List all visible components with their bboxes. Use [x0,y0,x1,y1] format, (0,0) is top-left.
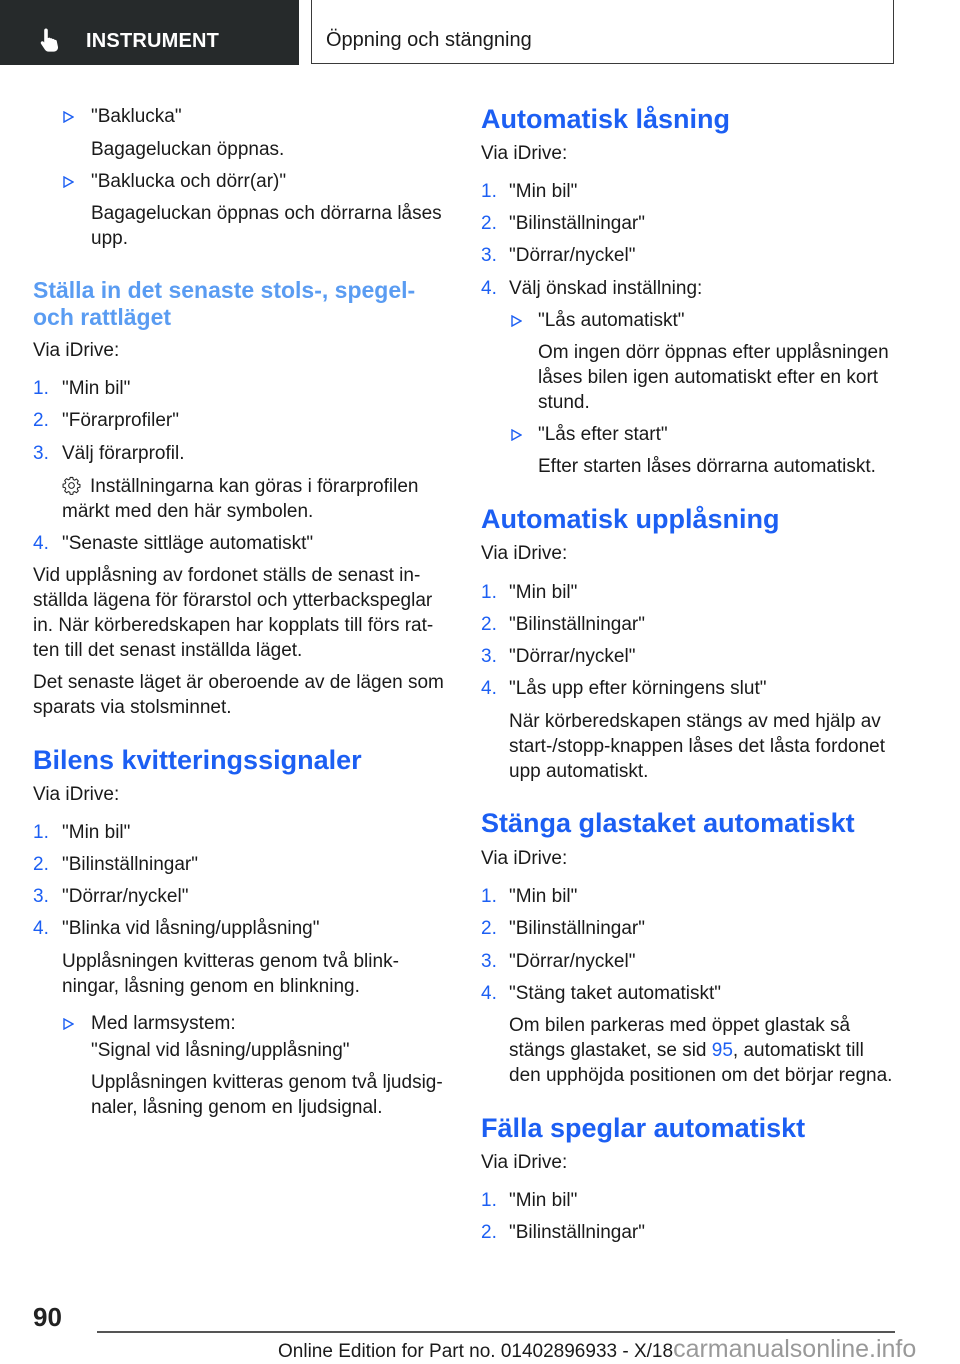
option-desc: Bagageluckan öppnas. [91,139,285,160]
step-number: 1. [33,822,49,843]
step-text: "Bilinställningar" [509,918,645,939]
section-tab [0,0,299,65]
section-heading: Automatisk låsning [481,104,731,134]
step-number: 2. [481,918,497,939]
option-desc: naler, låsning genom en ljudsignal. [91,1097,383,1118]
option-title: "Baklucka och dörr(ar)" [91,171,287,192]
step-number: 2. [33,410,49,431]
option-title: "Baklucka" [91,106,182,127]
bullet-triangle-icon [63,1018,74,1030]
step-number: 4. [33,918,49,939]
step-text: "Min bil" [62,822,131,843]
edition-text: Online Edition for Part no. 01402896933 - X/18 [278,1341,674,1362]
step-text: Välj önskad inställning: [509,278,703,299]
footer-divider [97,1331,895,1333]
step-desc: Upplåsningen kvitteras genom två blink- [62,951,399,972]
step-text: "Senaste sittläge automatiskt" [62,533,314,554]
step-text: "Bilinställningar" [509,1222,645,1243]
step-number: 1. [481,582,497,603]
hand-pointer-icon [40,27,64,53]
option-desc: stund. [538,392,590,413]
bullet-triangle-icon [511,429,522,441]
paragraph-line: sparats via stolsminnet. [33,697,232,718]
via-label: Via iDrive: [33,340,120,361]
section-heading: Stänga glastaket automatiskt [481,808,855,838]
via-label: Via iDrive: [33,784,120,805]
bullet-triangle-icon [63,176,74,188]
paragraph-line: in. När körberedskapen har kopplats till förs rat- [33,615,434,636]
step-desc: När körberedskapen stängs av med hjälp av [509,711,881,732]
step-text: "Dörrar/nyckel" [509,646,636,667]
step-number: 3. [33,443,49,464]
step-desc: den upphöjda positionen om det börjar regna. [509,1065,893,1086]
section-heading: Fälla speglar automatiskt [481,1113,806,1143]
footer-edition [278,1335,916,1364]
paragraph-line: ställda lägena för förarstol och ytterbackspeglar [33,590,433,611]
step-desc-text: stängs glastaket, se sid [509,1040,712,1061]
paragraph-line: Det senaste läget är oberoende av de lägen som [33,672,444,693]
step-text: Välj förarprofil. [62,443,185,464]
gear-icon [62,476,81,495]
step-number: 1. [481,1190,497,1211]
watermark: carmanualsonline.info [673,1335,917,1363]
step-text: "Lås upp efter körningens slut" [509,678,767,699]
step-number: 2. [481,614,497,635]
step-number: 4. [481,278,497,299]
note-text: Inställningarna kan göras i förarprofilen [90,476,419,497]
option-desc: Om ingen dörr öppnas efter upplåsningen [538,342,889,363]
section-heading: och rattläget [33,304,172,330]
step-text: "Min bil" [509,1190,578,1211]
step-desc: upp automatiskt. [509,761,649,782]
step-number: 4. [33,533,49,554]
bullet-triangle-icon [63,111,74,123]
step-text: "Min bil" [509,181,578,202]
step-number: 3. [481,951,497,972]
step-text: "Bilinställningar" [509,614,645,635]
note-text: märkt med den här symbolen. [62,501,314,522]
step-text: "Dörrar/nyckel" [62,886,189,907]
step-number: 3. [481,646,497,667]
option-desc: Bagageluckan öppnas och dörrarna låses [91,203,442,224]
step-text: "Förarprofiler" [62,410,179,431]
via-label: Via iDrive: [481,143,568,164]
page-number: 90 [33,1302,62,1332]
step-number: 2. [33,854,49,875]
step-text: "Dörrar/nyckel" [509,951,636,972]
step-number: 1. [481,886,497,907]
option-desc: Upplåsningen kvitteras genom två ljudsig- [91,1072,443,1093]
step-number: 3. [33,886,49,907]
step-text: "Blinka vid låsning/upplåsning" [62,918,320,939]
page-link[interactable]: 95 [711,1040,733,1061]
option-setting: "Signal vid låsning/upplåsning" [91,1040,350,1061]
step-number: 1. [33,378,49,399]
step-text: "Bilinställningar" [509,213,645,234]
option-desc: Efter starten låses dörrarna automatiskt. [538,456,876,477]
step-text: "Dörrar/nyckel" [509,245,636,266]
step-text: "Min bil" [509,582,578,603]
step-text: "Stäng taket automatiskt" [509,983,722,1004]
via-label: Via iDrive: [481,1152,568,1173]
step-number: 4. [481,678,497,699]
section-heading: Automatisk upplåsning [481,504,780,534]
option-desc: upp. [91,228,128,249]
chapter-tab [311,0,894,64]
section-label: INSTRUMENT [86,30,220,52]
step-desc-text: , automatiskt till [732,1040,864,1061]
via-label: Via iDrive: [481,543,568,564]
paragraph-line: ten till det senast inställda läget. [33,640,303,661]
section-heading: Bilens kvitteringssignaler [33,745,362,775]
step-number: 1. [481,181,497,202]
step-number: 2. [481,1222,497,1243]
via-label: Via iDrive: [481,848,568,869]
step-text: "Min bil" [509,886,578,907]
option-desc: låses bilen igen automatiskt efter en kort [538,367,879,388]
option-title: "Lås efter start" [538,424,668,445]
step-desc [509,1038,864,1063]
option-title: Med larmsystem: [91,1013,236,1034]
chapter-title: Öppning och stängning [326,29,532,51]
step-number: 4. [481,983,497,1004]
step-number: 3. [481,245,497,266]
step-number: 2. [481,213,497,234]
step-text: "Bilinställningar" [62,854,198,875]
step-desc: start-/stopp-knappen låses det låsta fordonet [509,736,886,757]
step-desc: Om bilen parkeras med öppet glastak så [509,1015,851,1036]
section-heading: Ställa in det senaste stols-, spegel- [33,277,416,303]
step-desc: ningar, låsning genom en blinkning. [62,976,360,997]
option-title: "Lås automatiskt" [538,310,685,331]
bullet-triangle-icon [511,315,522,327]
step-text: "Min bil" [62,378,131,399]
paragraph-line: Vid upplåsning av fordonet ställs de senast in- [33,565,421,586]
